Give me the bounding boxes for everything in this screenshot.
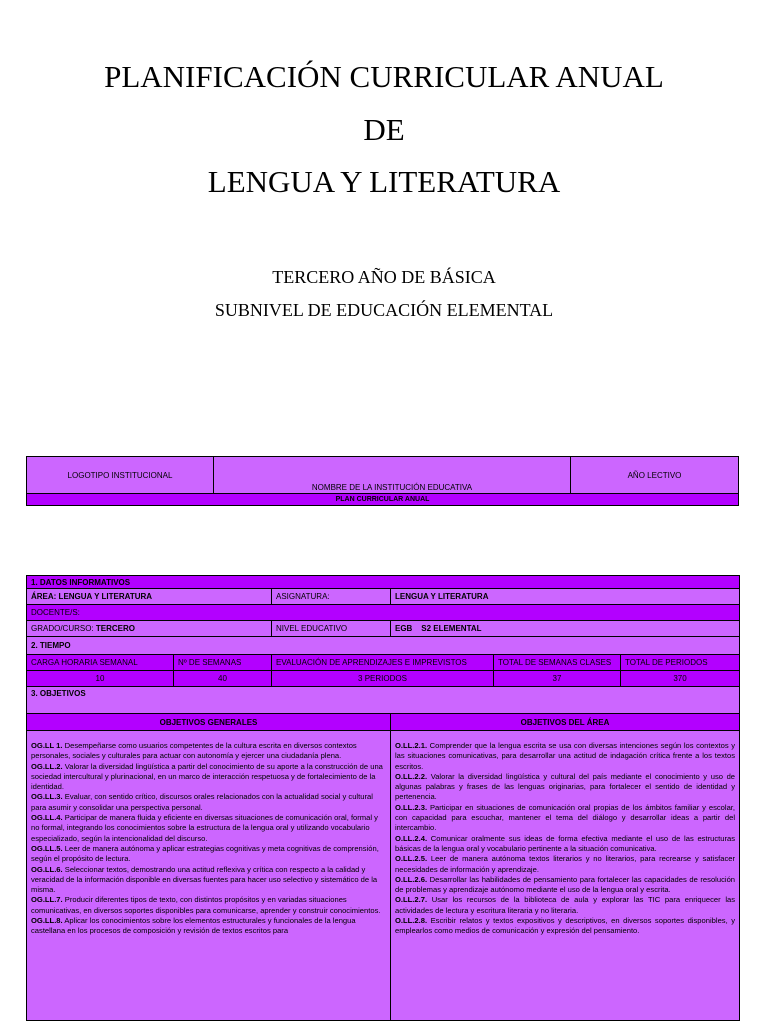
objective-item — [31, 813, 386, 844]
level-value-a: EGB — [395, 624, 413, 633]
objective-text: Desarrollar las habilidades de pensamiento para fortalecer las capacidades de resolución de problemas y aprendizaje autónomo mediante el uso de la lengua oral y escrita. — [395, 874, 736, 895]
objective-code: O.LL.2.3. — [395, 802, 428, 812]
time-value-total-weeks: 37 — [494, 671, 621, 687]
objective-item — [395, 834, 735, 855]
objective-text: Leer de manera autónoma textos literarios y no literarios, para recrearse y satisfacer necesidades de información y aprendizaje. — [395, 854, 736, 874]
objective-text: Aplicar los conocimientos sobre los elementos estructurales y funcionales de la lengua castellana en los procesos de composición y revisión de textos escritos para — [31, 916, 356, 936]
objective-code: O.LL.2.2. — [395, 771, 428, 781]
objective-text: Participar de manera fluida y eficiente en diversas situaciones de comunicación oral, formal y no formal, integrando los conocimientos sobre la estructura de la lengua oral y utilizando vocabulario especializado, según la intencionalidad del discurso. — [31, 813, 378, 843]
general-objectives-header: OBJETIVOS GENERALES — [27, 714, 391, 731]
objective-text: Valorar la diversidad lingüística y cultural del país mediante el conocimiento y uso de algunas palabras y frases de las lenguas originarias, para fortalecer el sentido de identidad y pertenencia. — [395, 771, 736, 802]
objective-item — [395, 895, 735, 916]
objective-item — [395, 875, 735, 896]
objective-code: OG.LL.7. — [31, 895, 63, 905]
objective-item — [31, 762, 386, 793]
objective-code: O.LL.2.5. — [395, 854, 428, 864]
time-value-evaluation: 3 PERIODOS — [272, 671, 494, 687]
objective-text: Producir diferentes tipos de texto, con distintos propósitos y en variadas situaciones comunicativas, en diversos soportes disponibles para comunicarse, aprender y construir conocimientos. — [31, 895, 381, 915]
objective-text: Leer de manera autónoma y aplicar estrategias cognitivas y meta cognitivas de comprensión, según el propósito de lectura. — [31, 843, 379, 864]
institution-header-table — [26, 456, 739, 506]
objective-item — [31, 865, 386, 896]
objective-item — [395, 916, 735, 937]
objective-code: O.LL.2.8. — [395, 916, 428, 926]
objective-code: OG.LL.8. — [31, 916, 63, 926]
school-year-cell: AÑO LECTIVO — [571, 457, 739, 494]
objective-text: Comprender que la lengua escrita se usa con diversas intenciones según los contextos y las situaciones comunicativas, para desarrollar una actitud de indagación crítica frente a los textos escritos. — [395, 741, 736, 771]
time-value-total-periods: 370 — [621, 671, 740, 687]
time-header-total-weeks: TOTAL DE SEMANAS CLASES — [494, 655, 621, 671]
level-value — [391, 621, 740, 637]
objective-item — [395, 854, 735, 875]
level-label: NIVEL EDUCATIVO — [272, 621, 391, 637]
teacher-label: DOCENTE/S: — [27, 605, 740, 621]
objective-item — [395, 803, 735, 834]
objective-item — [31, 895, 386, 916]
objective-text: Comunicar oralmente sus ideas de forma efectiva mediante el uso de las estructuras básicas de la lengua oral y vocabulario pertinente a la situación comunicativa. — [395, 833, 736, 853]
objective-code: OG.LL.4. — [31, 813, 63, 823]
level-value-b: S2 ELEMENTAL — [421, 624, 482, 633]
document-title-line2: DE — [363, 112, 405, 147]
document-subtitle-line2: SUBNIVEL DE EDUCACIÓN ELEMENTAL — [214, 300, 554, 320]
time-header-weekly-load: CARGA HORARIA SEMANAL — [27, 655, 174, 671]
objective-text: Escribir relatos y textos expositivos y descriptivos, en diversos soportes disponibles, y emplearlos como medios de comunicación y expresión del pensamiento. — [395, 916, 736, 936]
section-tiempo: 2. TIEMPO — [27, 637, 740, 655]
objective-text: Seleccionar textos, demostrando una actitud reflexiva y crítica con respecto a la calidad y veracidad de la información disponible en diversas fuentes para hacer uso selectivo y sistemático de la misma. — [31, 864, 378, 895]
document-title-line3: LENGUA Y LITERATURA — [207, 164, 561, 199]
general-objectives-list — [27, 731, 391, 1021]
objective-code: OG.LL.6. — [31, 864, 63, 874]
objective-text: Participar en situaciones de comunicación oral propias de los ámbitos familiar y escolar, con capacidad para escuchar, mantener el tema del diálogo y desarrollar ideas a partir del intercambio. — [395, 802, 736, 833]
document-subtitle-line1: TERCERO AÑO DE BÁSICA — [272, 267, 496, 287]
objective-code: O.LL.2.1. — [395, 741, 428, 750]
objective-item — [31, 741, 386, 762]
objective-item — [31, 916, 386, 937]
objective-item — [395, 741, 735, 772]
curricular-plan-table — [26, 575, 740, 1021]
objective-code: OG.LL.2. — [31, 761, 63, 771]
objective-text: Valorar la diversidad lingüística a partir del conocimiento de su aporte a la construcción de una sociedad intercultural y plurinacional, en un marco de interacción respetuosa y de fortalecimiento de la identidad. — [31, 761, 383, 792]
plan-title-bar: PLAN CURRICULAR ANUAL — [27, 494, 739, 506]
section-objetivos: 3. OBJETIVOS — [27, 687, 740, 714]
objective-code: O.LL.2.4. — [395, 833, 428, 843]
objective-text: Usar los recursos de la biblioteca de aula y explorar las TIC para enriquecer las actividades de lectura y escritura literaria y no literaria. — [395, 895, 736, 915]
logo-cell: LOGOTIPO INSTITUCIONAL — [27, 457, 214, 494]
time-header-evaluation: EVALUACIÓN DE APRENDIZAJES E IMPREVISTOS — [272, 655, 494, 671]
objective-code: OG.LL.5. — [31, 843, 63, 853]
objective-text: Evaluar, con sentido crítico, discursos orales relacionados con la actualidad social y cultural para asumir y consolidar una perspectiva personal. — [31, 792, 373, 812]
section-datos-informativos: 1. DATOS INFORMATIVOS — [27, 576, 740, 589]
time-value-weeks: 40 — [174, 671, 272, 687]
document-title-line1: PLANIFICACIÓN CURRICULAR ANUAL — [104, 59, 664, 94]
objective-item — [31, 792, 386, 813]
time-header-total-periods: TOTAL DE PERIODOS — [621, 655, 740, 671]
objective-code: OG.LL 1. — [31, 741, 63, 750]
objective-code: O.LL.2.7. — [395, 895, 428, 905]
objective-code: O.LL.2.6. — [395, 874, 428, 884]
grade-field — [27, 621, 272, 637]
objective-item — [395, 772, 735, 803]
objective-item — [31, 844, 386, 865]
time-header-weeks: Nº DE SEMANAS — [174, 655, 272, 671]
time-value-weekly-load: 10 — [27, 671, 174, 687]
objective-code: OG.LL.3. — [31, 792, 63, 802]
grade-label: GRADO/CURSO: — [31, 624, 94, 633]
area-objectives-header: OBJETIVOS DEL ÁREA — [391, 714, 740, 731]
institution-name-cell: NOMBRE DE LA INSTITUCIÓN EDUCATIVA — [214, 457, 571, 494]
grade-value: TERCERO — [95, 624, 136, 633]
subject-value: LENGUA Y LITERATURA — [391, 589, 740, 605]
area-objectives-list — [391, 731, 740, 1021]
objective-text: Desempeñarse como usuarios competentes de la cultura escrita en diversos contextos personales, sociales y culturales para actuar con autonomía y ejercer una ciudadanía plena. — [31, 741, 357, 761]
subject-label: ASIGNATURA: — [272, 589, 391, 605]
area-label: ÁREA: LENGUA Y LITERATURA — [27, 589, 272, 605]
